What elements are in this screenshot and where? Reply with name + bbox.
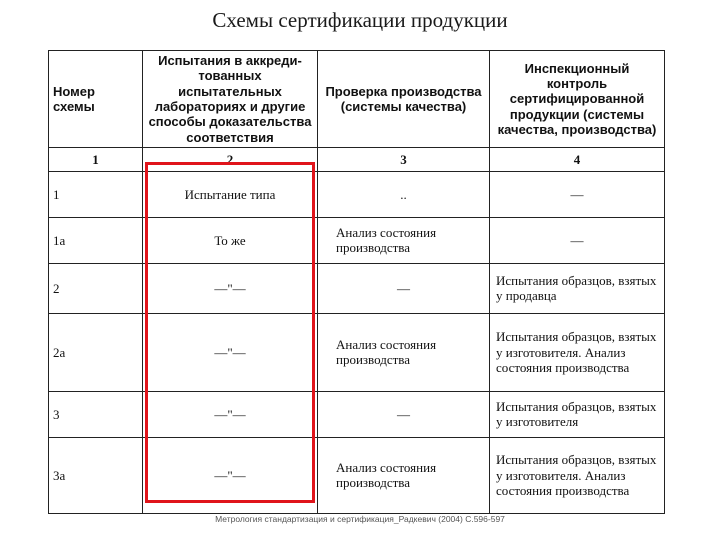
tests-cell: Испытание типа xyxy=(143,171,318,217)
tests-cell: —"— xyxy=(143,391,318,437)
inspection-cell xyxy=(490,391,665,437)
scheme-number: 3а xyxy=(49,437,143,513)
header-inspection-control: Инспекционный контроль сертифицированной продукции (системы качества, производства) xyxy=(490,51,665,148)
scheme-number: 1 xyxy=(49,171,143,217)
inspection-text: Испытания образцов, взятых у изготовителя. Анализ состояния производства xyxy=(496,329,657,376)
table-row xyxy=(49,263,665,313)
table-header-row xyxy=(49,51,665,148)
production-cell xyxy=(318,217,490,263)
column-numbers-row xyxy=(49,147,665,171)
column-number: 2 xyxy=(143,147,318,171)
table-row xyxy=(49,391,665,437)
scheme-number: 1а xyxy=(49,217,143,263)
column-number: 3 xyxy=(318,147,490,171)
table-row xyxy=(49,437,665,513)
inspection-cell: — xyxy=(490,217,665,263)
certification-schemes-table xyxy=(48,50,665,514)
inspection-text: Испытания образцов, взятых у продавца xyxy=(496,273,657,304)
inspection-cell xyxy=(490,313,665,391)
production-cell: — xyxy=(318,391,490,437)
header-scheme-number: Номер схемы xyxy=(49,51,143,148)
tests-cell: —"— xyxy=(143,437,318,513)
production-text: Анализ состояния производства xyxy=(336,337,437,368)
tests-cell: —"— xyxy=(143,263,318,313)
table-row xyxy=(49,171,665,217)
scheme-number: 2 xyxy=(49,263,143,313)
inspection-cell xyxy=(490,437,665,513)
table-row xyxy=(49,217,665,263)
column-number: 1 xyxy=(49,147,143,171)
source-caption: Метрология стандартизация и сертификация_Радкевич (2004) С.596-597 xyxy=(215,514,505,524)
table-row xyxy=(49,313,665,391)
production-text: Анализ состояния производства xyxy=(336,225,437,256)
header-production-check: Проверка производства (системы качества) xyxy=(318,51,490,148)
inspection-text: Испытания образцов, взятых у изготовителя xyxy=(496,399,657,430)
inspection-cell xyxy=(490,263,665,313)
header-tests: Испытания в аккреди-тованных испытательных лабораториях и другие способы доказательства соответствия xyxy=(143,51,318,148)
production-text: Анализ состояния производства xyxy=(336,460,437,491)
scheme-number: 3 xyxy=(49,391,143,437)
column-number: 4 xyxy=(490,147,665,171)
production-cell xyxy=(318,313,490,391)
tests-cell: —"— xyxy=(143,313,318,391)
inspection-text: Испытания образцов, взятых у изготовителя. Анализ состояния производства xyxy=(496,452,657,499)
scheme-number: 2а xyxy=(49,313,143,391)
inspection-cell: — xyxy=(490,171,665,217)
production-cell xyxy=(318,437,490,513)
production-cell: .. xyxy=(318,171,490,217)
slide-title: Схемы сертификации продукции xyxy=(212,8,508,32)
production-cell: — xyxy=(318,263,490,313)
tests-cell: То же xyxy=(143,217,318,263)
